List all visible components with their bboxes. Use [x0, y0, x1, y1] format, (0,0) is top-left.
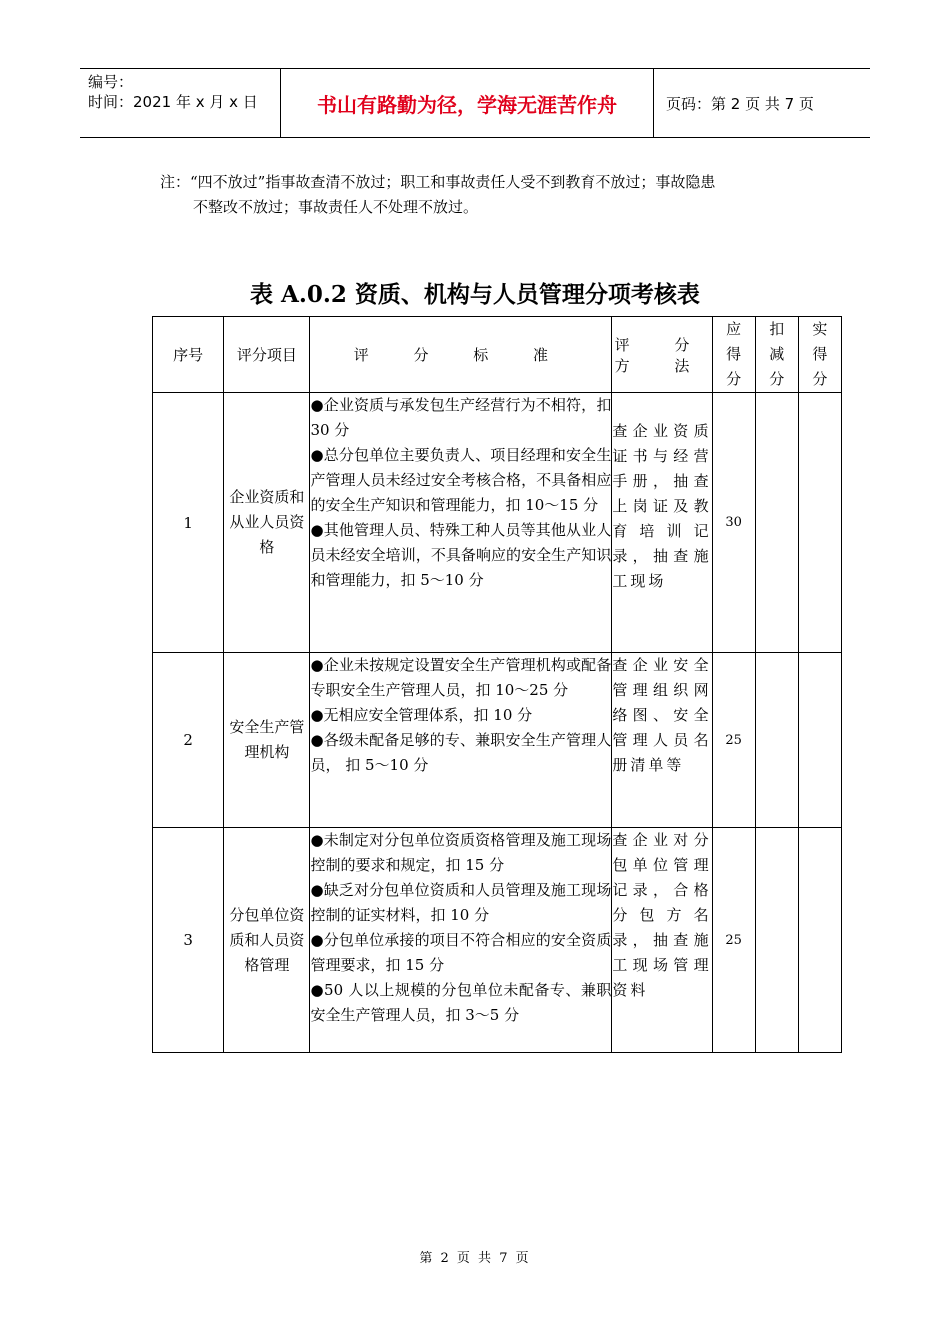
row-standards [310, 828, 612, 1053]
standard-item: ●未制定对分包单位资质资格管理及施工现场控制的要求和规定，扣 15 分 [310, 831, 612, 874]
header-motto: 书山有路勤为径，学海无涯苦作舟 [281, 69, 654, 137]
header-deduct [755, 317, 798, 393]
header-deduct-char: 分 [769, 370, 785, 388]
table-row [153, 653, 842, 828]
row-should-score: 25 [712, 653, 755, 828]
table-row [153, 828, 842, 1053]
header-should-score [712, 317, 755, 393]
header-seq: 序号 [153, 317, 224, 393]
note-line-1: 注：“四不放过”指事故查清不放过；职工和事故责任人受不到教育不放过；事故隐患 [160, 173, 716, 191]
standard-item: ●各级未配备足够的专、兼职安全生产管理人员， 扣 5～10 分 [310, 731, 612, 774]
standard-item: ●总分包单位主要负责人、项目经理和安全生产管理人员未经过安全考核合格，不具备相应的安全生产知识和管理能力，扣 10～15 分 [310, 446, 612, 514]
note-line-2: 不整改不放过；事故责任人不处理不放过。 [193, 198, 479, 216]
header-meta [80, 69, 281, 137]
page-footer: 第 2 页 共 7 页 [419, 1251, 531, 1266]
header-actual-char: 分 [812, 370, 828, 388]
row-item: 分包单位资质和人员资格管理 [224, 828, 310, 1053]
header-item: 评分项目 [224, 317, 310, 393]
header-method-line-2: 方 法 [614, 356, 710, 375]
row-should-score: 25 [712, 828, 755, 1053]
table-header-row [153, 317, 842, 393]
header-method [612, 317, 712, 393]
header-standard: 评 分 标 准 [310, 317, 612, 393]
standard-item: ●其他管理人员、特殊工种人员等其他从业人员未经安全培训，不具备响应的安全生产知识和管理能力，扣 5～10 分 [310, 521, 612, 589]
row-deduct [755, 393, 798, 653]
row-deduct [755, 653, 798, 828]
table-title: 表 A.0.2 资质、机构与人员管理分项考核表 [250, 281, 700, 308]
row-seq: 2 [153, 653, 224, 828]
row-actual [798, 828, 841, 1053]
row-item: 安全生产管理机构 [224, 653, 310, 828]
header-should-score-char: 应 [726, 320, 742, 338]
row-standards [310, 393, 612, 653]
row-method: 查企业对分包单位管理记录，合格分包方名录，抽查施工现场管理资料 [612, 828, 712, 1053]
header-actual-char: 实 [812, 320, 828, 338]
document-number-label: 编号： [88, 73, 134, 91]
table-row [153, 393, 842, 653]
row-actual [798, 393, 841, 653]
row-deduct [755, 828, 798, 1053]
assessment-table [152, 316, 842, 1053]
row-method: 查企业安全管理组织网络图、安全管理人员名册清单等 [612, 653, 712, 828]
row-should-score: 30 [712, 393, 755, 653]
header-actual [798, 317, 841, 393]
standard-item: ●企业资质与承发包生产经营行为不相符，扣 30 分 [310, 396, 612, 439]
row-seq: 3 [153, 828, 224, 1053]
header-method-line-1: 评 分 [614, 335, 710, 354]
row-actual [798, 653, 841, 828]
header-actual-char: 得 [812, 345, 828, 363]
standard-item: ●企业未按规定设置安全生产管理机构或配备专职安全生产管理人员，扣 10～25 分 [310, 656, 612, 699]
header-deduct-char: 扣 [769, 320, 785, 338]
standard-item: ●分包单位承接的项目不符合相应的安全资质管理要求，扣 15 分 [310, 931, 612, 974]
standard-item: ●无相应安全管理体系，扣 10 分 [310, 706, 533, 724]
header-deduct-char: 减 [769, 345, 785, 363]
header-should-score-char: 分 [726, 370, 742, 388]
header-page-label: 页码：第 2 页 共 7 页 [666, 94, 814, 113]
row-item: 企业资质和从业人员资格 [224, 393, 310, 653]
document-time-label: 时间：2021 年 x 月 x 日 [88, 93, 258, 111]
row-seq: 1 [153, 393, 224, 653]
page-header [80, 68, 870, 138]
standard-item: ●50 人以上规模的分包单位未配备专、兼职安全生产管理人员，扣 3～5 分 [310, 981, 612, 1024]
standard-item: ●缺乏对分包单位资质和人员管理及施工现场控制的证实材料，扣 10 分 [310, 881, 612, 924]
row-standards [310, 653, 612, 828]
header-should-score-char: 得 [726, 345, 742, 363]
note-paragraph [160, 170, 820, 220]
row-method: 查企业资质证书与经营手册，抽查上岗证及教育培训记录，抽查施工现场 [612, 393, 712, 653]
